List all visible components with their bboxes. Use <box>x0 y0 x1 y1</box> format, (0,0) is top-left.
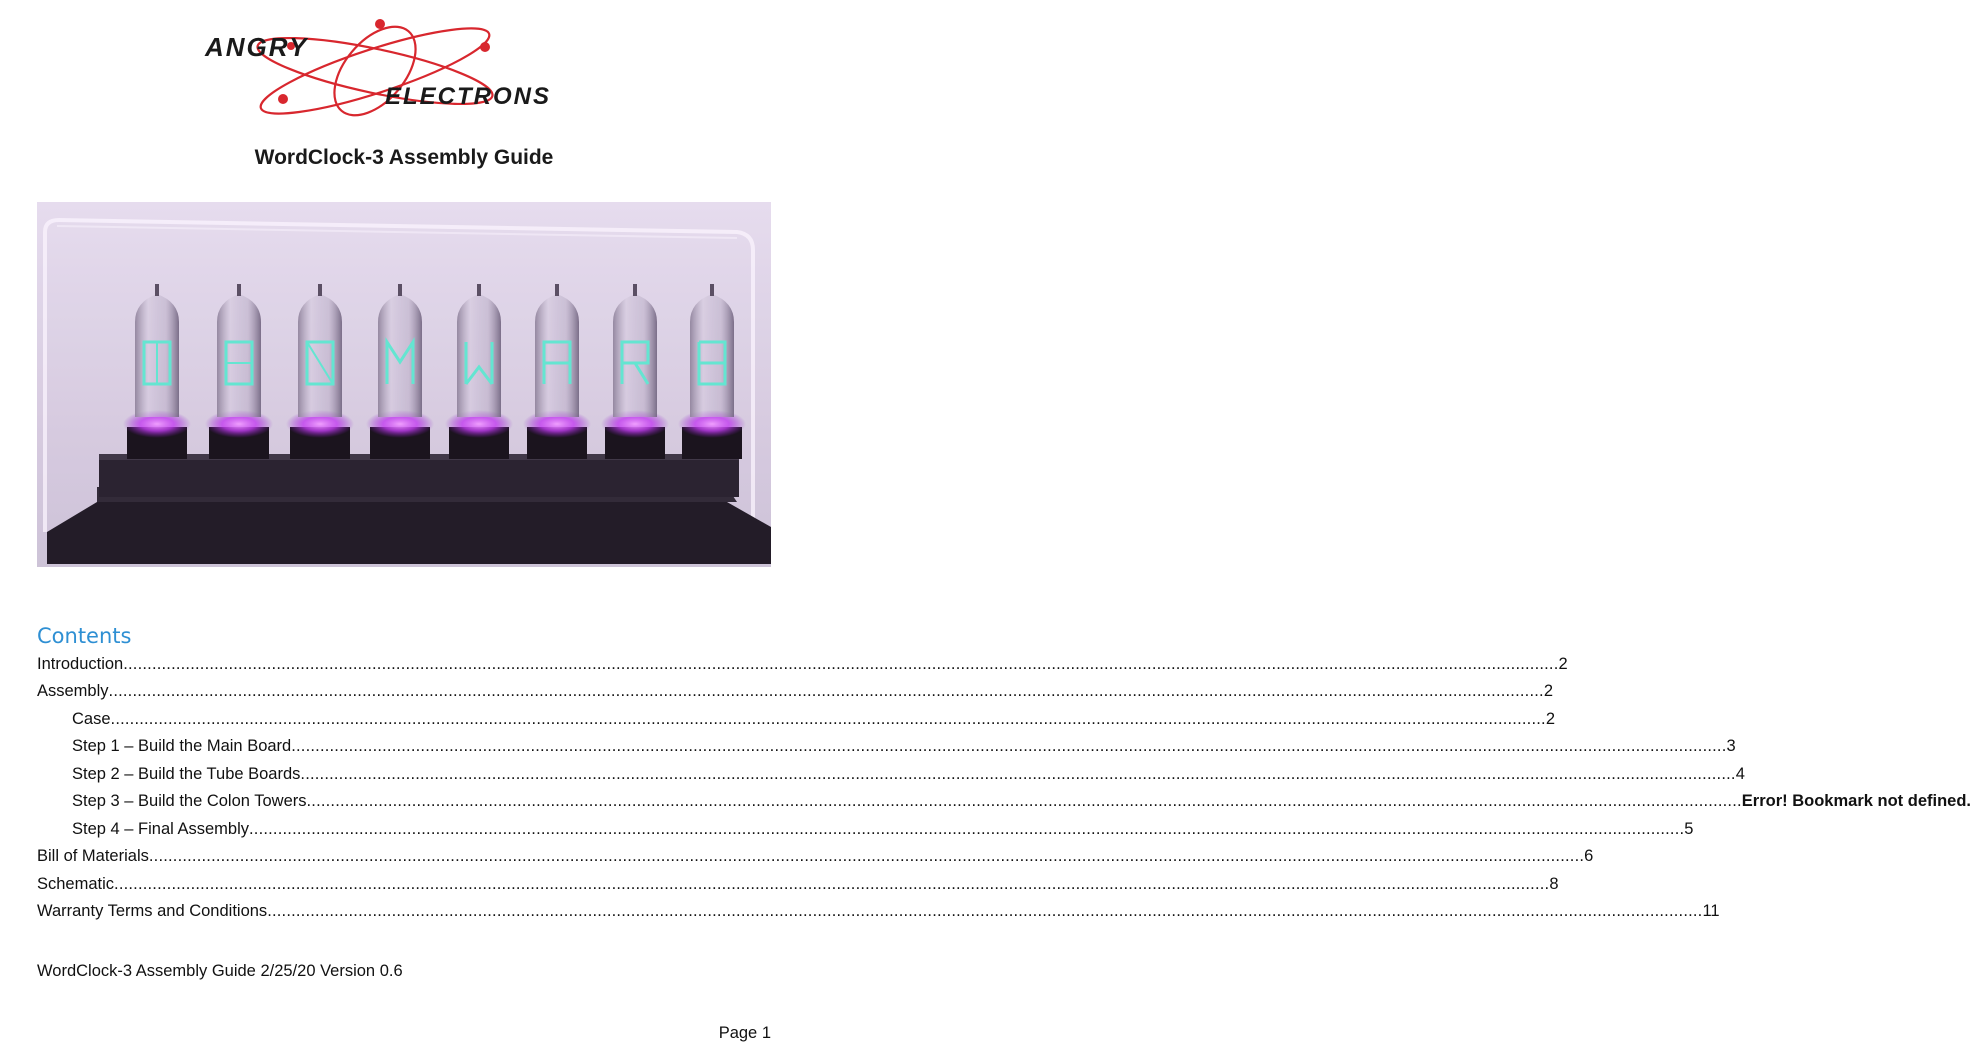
toc-heading: Contents <box>37 624 132 648</box>
toc-entry[interactable] <box>37 841 1594 869</box>
toc-entry-label: Case <box>72 709 111 728</box>
toc-entry-page: 8 <box>1549 874 1559 893</box>
toc-entry-page: 2 <box>1558 654 1568 673</box>
toc-entry[interactable] <box>37 896 1720 924</box>
toc-entry-label: Warranty Terms and Conditions <box>37 902 268 920</box>
logo-electron <box>375 19 385 29</box>
toc-entry-page: 4 <box>1735 764 1745 783</box>
page-number: Page 1 <box>718 1024 771 1042</box>
toc-leader-dots: ............................................................................................................................................................................................................................................................................................................ <box>110 709 1546 728</box>
toc-leader-dots: ............................................................................................................................................................................................................................................................................................................ <box>114 874 1550 893</box>
toc-entry-page: 2 <box>1545 709 1555 728</box>
toc-entry-label: Step 2 – Build the Tube Boards <box>72 764 301 783</box>
toc-entry[interactable] <box>37 786 1971 814</box>
logo-electron <box>480 42 490 52</box>
product-photo <box>37 202 771 567</box>
toc-entry-label: Bill of Materials <box>37 847 149 865</box>
toc-entry-page: 11 <box>1702 902 1720 920</box>
logo-word-electrons: ELECTRONS <box>385 83 552 110</box>
toc-entry[interactable] <box>37 703 1555 731</box>
toc-entry-page: 5 <box>1684 819 1694 838</box>
toc-entry-page: 3 <box>1726 737 1736 755</box>
toc-entry-label: Schematic <box>37 874 115 893</box>
toc-leader-dots: ............................................................................................................................................................................................................................................................................................................ <box>300 764 1736 783</box>
toc-entry[interactable] <box>37 758 1745 786</box>
toc-leader-dots: ............................................................................................................................................................................................................................................................................................................ <box>148 847 1585 865</box>
angry-electrons-logo <box>195 16 615 120</box>
toc-leader-dots: ............................................................................................................................................................................................................................................................................................................ <box>306 792 1742 810</box>
toc-entry-label: Introduction <box>37 654 124 673</box>
logo-word-angry: ANGRY <box>205 32 309 62</box>
toc-entry-label: Assembly <box>37 682 109 700</box>
toc-leader-dots: ............................................................................................................................................................................................................................................................................................................ <box>267 902 1703 920</box>
toc-leader-dots: ............................................................................................................................................................................................................................................................................................................ <box>291 737 1727 755</box>
toc-entry[interactable] <box>37 648 1568 676</box>
logo-orbit-3 <box>319 12 432 130</box>
toc-entry-page: 2 <box>1543 682 1553 700</box>
toc-entry-page: Error! Bookmark not defined. <box>1741 792 1971 810</box>
toc-entry[interactable] <box>37 868 1559 896</box>
toc-leader-dots: ............................................................................................................................................................................................................................................................................................................ <box>123 654 1559 673</box>
table-of-contents <box>37 648 1971 923</box>
toc-entry-label: Step 3 – Build the Colon Towers <box>72 792 307 810</box>
toc-entry-page: 6 <box>1584 847 1594 865</box>
toc-entry[interactable] <box>37 813 1694 841</box>
toc-leader-dots: ............................................................................................................................................................................................................................................................................................................ <box>108 682 1544 700</box>
toc-entry[interactable] <box>37 731 1736 759</box>
toc-entry-label: Step 1 – Build the Main Board <box>72 737 292 755</box>
toc-entry[interactable] <box>37 676 1553 704</box>
page-title: WordClock-3 Assembly Guide <box>254 146 554 169</box>
toc-leader-dots: ............................................................................................................................................................................................................................................................................................................ <box>249 819 1685 838</box>
logo-orbit-1 <box>254 13 496 129</box>
version-note: WordClock-3 Assembly Guide 2/25/20 Version 0.6 <box>37 962 403 980</box>
toc-entry-label: Step 4 – Final Assembly <box>72 819 250 838</box>
logo-electron <box>278 94 288 104</box>
